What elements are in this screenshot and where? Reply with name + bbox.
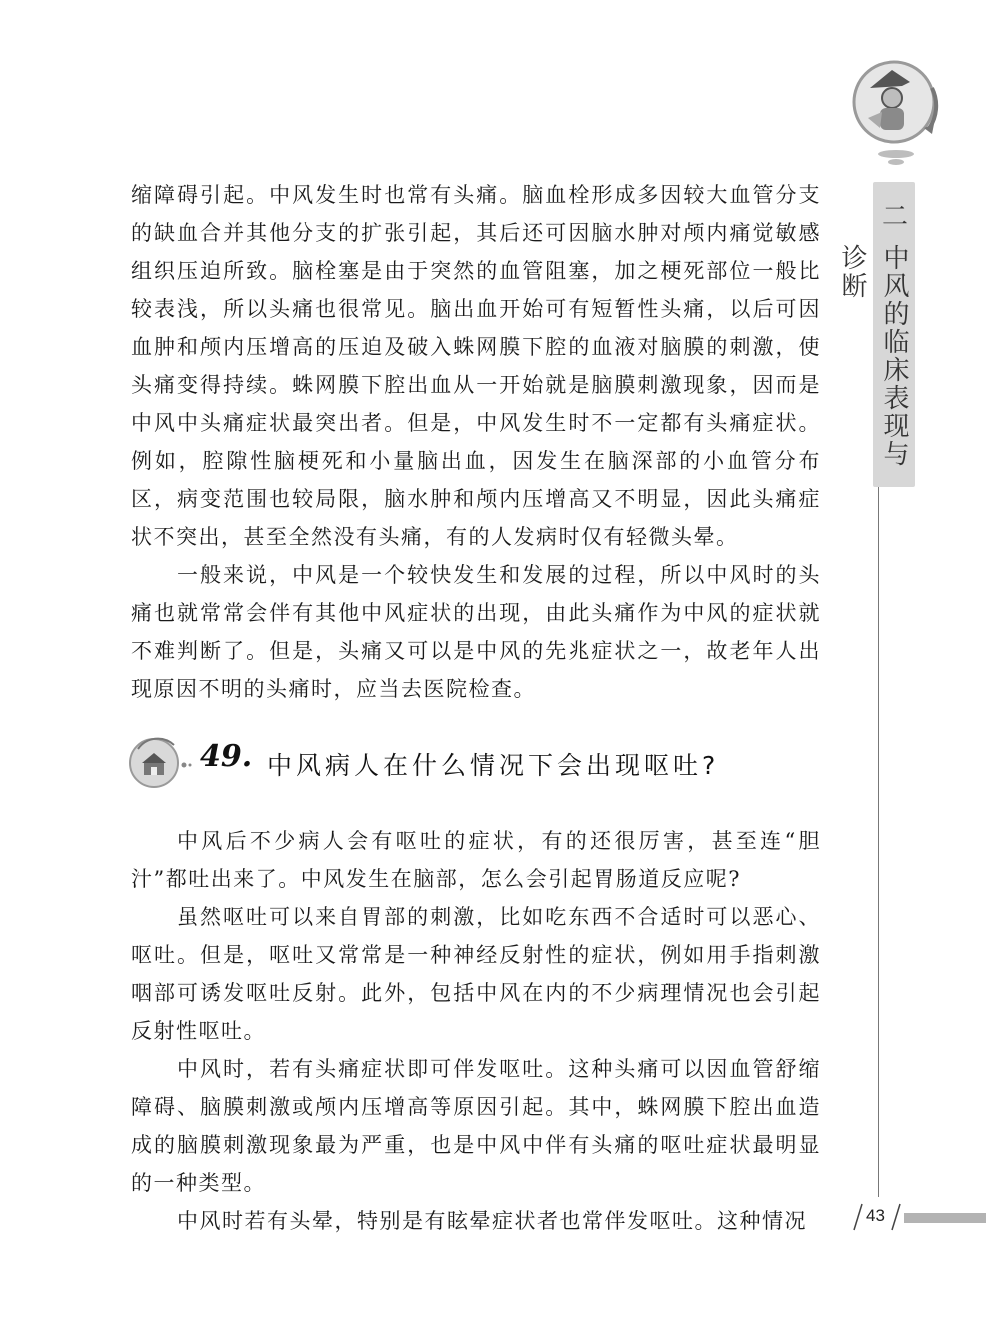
page-number: 43 — [866, 1206, 885, 1225]
paragraph: 中风时，若有头痛症状即可伴发呕吐。这种头痛可以因血管舒缩障碍、脑膜刺激或颅内压增高等原因引起。其中，蛛网膜下腔出血造成的脑膜刺激现象最为严重，也是中风中伴有头痛的呕吐症状最明显的一种类型。 — [131, 1057, 821, 1195]
question-number: 49. — [200, 739, 253, 774]
paragraph: 中风时若有头晕，特别是有眩晕症状者也常伴发呕吐。这种情况 — [177, 1209, 807, 1233]
question-house-icon — [128, 735, 192, 791]
paragraph: 一般来说，中风是一个较快发生和发展的过程，所以中风时的头痛也就常常会伴有其他中风症状的出现，由此头痛作为中风的症状就不难判断了。但是，头痛又可以是中风的先兆症状之一，故老年人出现原因不明的头痛时，应当去医院检查。 — [131, 563, 821, 701]
margin-rule — [878, 487, 879, 1197]
page-number-marker — [852, 1200, 986, 1232]
question-title: 中风病人在什么情况下会出现呕吐? — [267, 751, 720, 780]
paragraph: 缩障碍引起。中风发生时也常有头痛。脑血栓形成多因较大血管分支的缺血合并其他分支的扩张引起，其后还可因脑水肿对颅内痛觉敏感组织压迫所致。脑栓塞是由于突然的血管阻塞，加之梗死部位一般比较表浅，所以头痛也很常见。脑出血开始可有短暂性头痛，以后可因血肿和颅内压增高的压迫及破入蛛网膜下腔的血液对脑膜的刺激，使头痛变得持续。蛛网膜下腔出血从一开始就是脑膜刺激现象，因而是中风中头痛症状最突出者。但是，中风发生时不一定都有头痛症状。例如，腔隙性脑梗死和小量脑出血，因发生在脑深部的小血管分布区，病变范围也较局限，脑水肿和颅内压增高又不明显，因此头痛症状不突出，甚至全然没有头痛，有的人发病时仅有轻微头晕。 — [131, 183, 821, 549]
paragraph: 中风后不少病人会有呕吐的症状，有的还很厉害，甚至连“胆汁”都吐出来了。中风发生在脑部，怎么会引起胃肠道反应呢? — [131, 829, 821, 891]
chapter-side-tab — [837, 182, 915, 487]
page-bar — [904, 1213, 986, 1223]
paragraph: 虽然呕吐可以来自胃部的刺激，比如吃东西不合适时可以恶心、呕吐。但是，呕吐又常常是一种神经反射性的症状，例如用手指刺激咽部可诱发呕吐反射。此外，包括中风在内的不少病理情况也会引起反射性呕吐。 — [131, 905, 821, 1043]
chapter-number: 二 — [881, 202, 906, 232]
chapter-title: 中风的临床表现与诊断 — [837, 244, 909, 468]
mascot-emblem-icon — [848, 58, 944, 168]
